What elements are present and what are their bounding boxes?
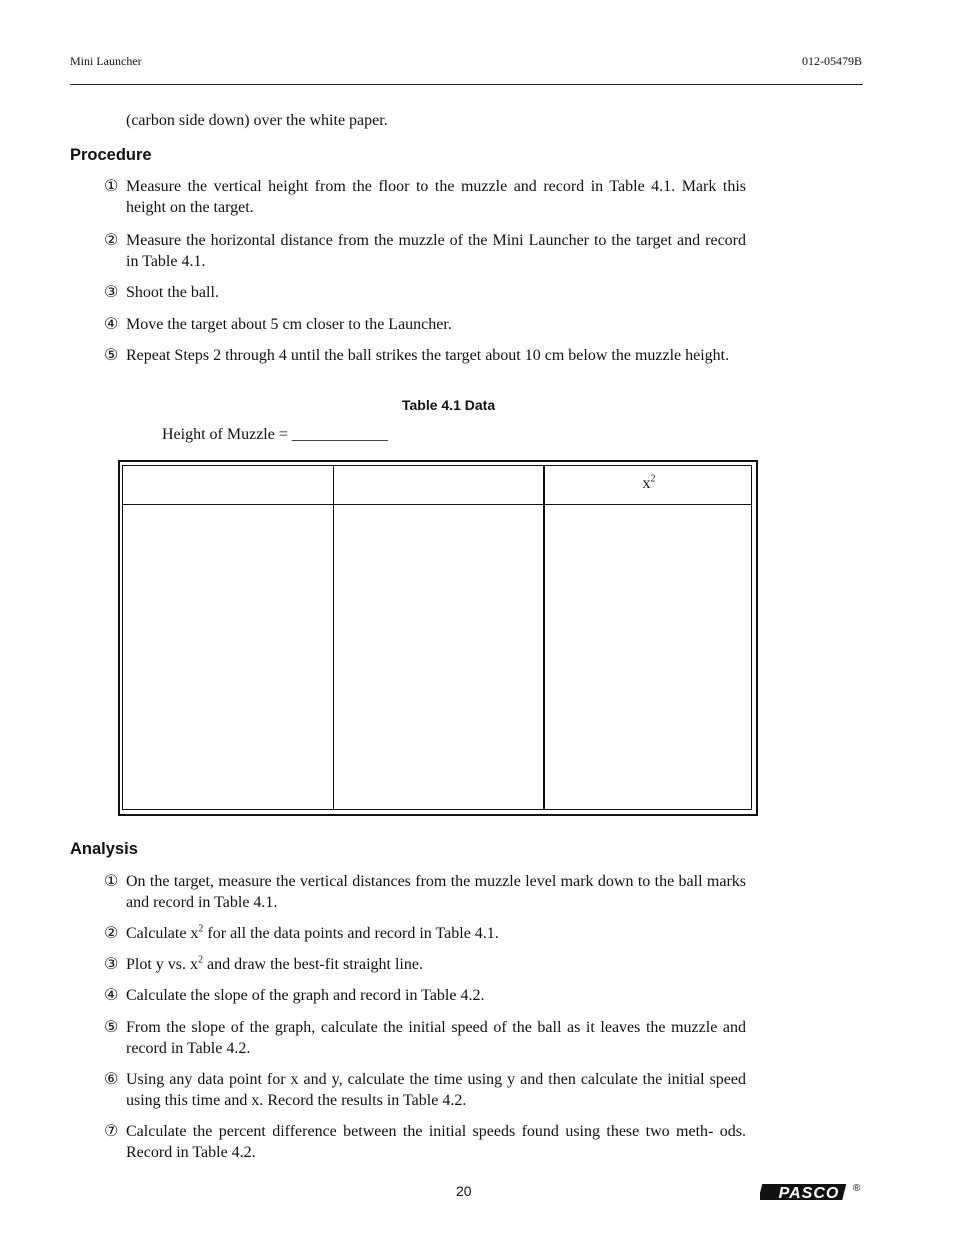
pasco-logo bbox=[760, 1177, 864, 1205]
height-of-muzzle-field: Height of Muzzle = ____________ bbox=[162, 426, 388, 443]
step-number: ⑤ bbox=[104, 1019, 119, 1036]
step-text-part: and draw the best-fit straight line. bbox=[203, 956, 423, 973]
step-text-part: Plot y vs. x bbox=[126, 956, 199, 973]
table-caption: Table 4.1 Data bbox=[402, 397, 496, 413]
intro-text: (carbon side down) over the white paper. bbox=[126, 112, 388, 129]
step-text: Measure the horizontal distance from the muzzle of the Mini Launcher to the target and record in Table 4.1. bbox=[126, 232, 746, 270]
step-number: ⑥ bbox=[104, 1071, 119, 1088]
superscript: 2 bbox=[198, 954, 204, 966]
step-number: ③ bbox=[104, 284, 119, 301]
step-text-part: Calculate x bbox=[126, 925, 199, 942]
step-number: ③ bbox=[104, 956, 119, 973]
step-number: ② bbox=[104, 925, 119, 942]
data-table bbox=[118, 460, 758, 816]
step-text: Repeat Steps 2 through 4 until the ball strikes the target about 10 cm below the muzzle height. bbox=[126, 347, 730, 364]
step-text bbox=[126, 954, 746, 975]
data-table-inner-frame bbox=[122, 465, 752, 810]
registered-mark: ® bbox=[853, 1183, 861, 1194]
step-text: From the slope of the graph, calculate the initial speed of the ball as it leaves the muzzle and record in Table 4.2. bbox=[126, 1019, 746, 1057]
running-header-title: Mini Launcher bbox=[70, 54, 142, 68]
step-text: Shoot the ball. bbox=[126, 284, 219, 301]
header-rule bbox=[70, 84, 863, 85]
column-divider bbox=[543, 466, 545, 809]
step-number: ⑦ bbox=[104, 1123, 119, 1140]
analysis-heading: Analysis bbox=[70, 840, 138, 858]
header-superscript: 2 bbox=[650, 473, 656, 485]
step-text: Using any data point for x and y, calculate the time using y and then calculate the initial speed using this time and x. Record the results in Table 4.2. bbox=[126, 1071, 746, 1109]
step-text: Calculate the slope of the graph and record in Table 4.2. bbox=[126, 987, 485, 1004]
table-header-cell-1 bbox=[123, 466, 331, 504]
step-text: Measure the vertical height from the floor to the muzzle and record in Table 4.1. Mark this height on the target. bbox=[126, 178, 746, 216]
step-text bbox=[126, 923, 746, 944]
step-text-part: for all the data points and record in Table 4.1. bbox=[203, 925, 499, 942]
logo-wordmark: PASCO bbox=[778, 1185, 840, 1202]
header-x-symbol: x bbox=[642, 475, 651, 492]
step-text: Move the target about 5 cm closer to the Launcher. bbox=[126, 316, 452, 333]
procedure-heading: Procedure bbox=[70, 146, 152, 164]
step-text: Calculate the percent difference between the initial speeds found using these two meth- ods. Record in Table 4.2. bbox=[126, 1123, 746, 1161]
step-number: ② bbox=[104, 232, 119, 249]
table-header-cell-2 bbox=[334, 466, 542, 504]
step-number: ⑤ bbox=[104, 347, 119, 364]
step-text: On the target, measure the vertical distances from the muzzle level mark down to the ball marks and record in Table 4.1. bbox=[126, 873, 746, 911]
step-number: ① bbox=[104, 178, 119, 195]
step-number: ④ bbox=[104, 987, 119, 1004]
step-number: ① bbox=[104, 873, 119, 890]
document-number: 012-05479B bbox=[802, 54, 862, 68]
page-number: 20 bbox=[456, 1183, 472, 1199]
step-number: ④ bbox=[104, 316, 119, 333]
column-divider bbox=[333, 466, 334, 809]
header-divider bbox=[123, 504, 751, 505]
table-header-cell-3 bbox=[545, 466, 753, 504]
superscript: 2 bbox=[198, 923, 204, 935]
